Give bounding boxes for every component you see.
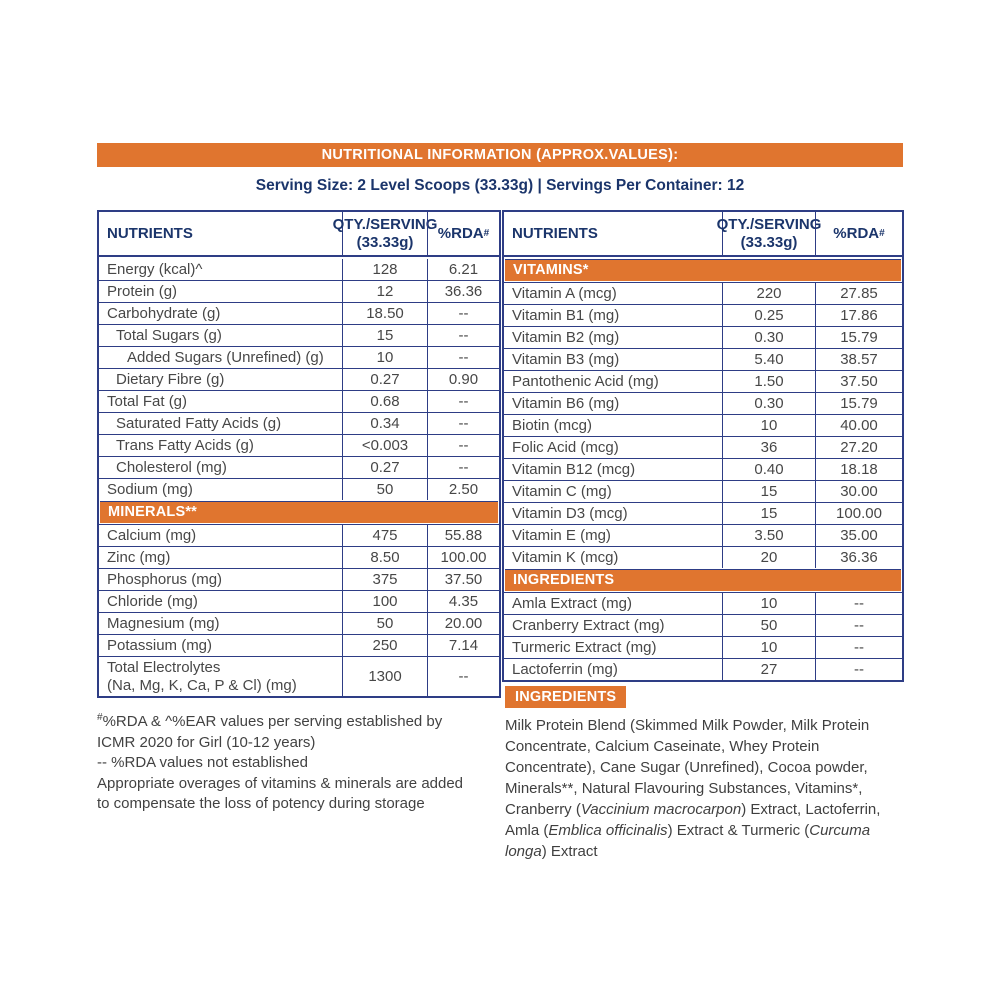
table-row bbox=[99, 612, 499, 634]
qty-value: 50 bbox=[722, 615, 815, 636]
qty-value: 0.40 bbox=[722, 459, 815, 480]
section-banner: VITAMINS* bbox=[505, 259, 901, 281]
nutrient-label: Zinc (mg) bbox=[107, 549, 171, 566]
table-row bbox=[504, 546, 902, 568]
rda-value: -- bbox=[427, 303, 499, 324]
table-row bbox=[99, 302, 499, 324]
nutrient-label: Vitamin C (mg) bbox=[512, 483, 612, 500]
table-row bbox=[99, 634, 499, 656]
rda-value: 18.18 bbox=[815, 459, 902, 480]
qty-value: 1300 bbox=[342, 657, 427, 696]
footnotes bbox=[97, 708, 475, 815]
qty-value: 0.30 bbox=[722, 393, 815, 414]
rda-value: 36.36 bbox=[427, 281, 499, 302]
table-row bbox=[504, 414, 902, 436]
qty-value: 50 bbox=[342, 613, 427, 634]
rda-value: 2.50 bbox=[427, 479, 499, 500]
footnote-line: Appropriate overages of vitamins & minerals are added to compensate the loss of potency during storage bbox=[97, 774, 464, 812]
qty-value: 8.50 bbox=[342, 547, 427, 568]
qty-value: 15 bbox=[722, 503, 815, 524]
nutrients-column-header: NUTRIENTS bbox=[512, 225, 598, 242]
ingredient-species-italic: Curcuma longa bbox=[505, 822, 871, 860]
qty-value: 250 bbox=[342, 635, 427, 656]
table-row bbox=[504, 436, 902, 458]
nutrient-label-line: Total Electrolytes bbox=[107, 658, 221, 676]
nutrient-label: Vitamin A (mcg) bbox=[512, 285, 617, 302]
nutrient-label: Vitamin E (mg) bbox=[512, 527, 611, 544]
qty-header-line2: (33.33g) bbox=[740, 233, 798, 251]
rda-value: 40.00 bbox=[815, 415, 902, 436]
serving-size-line: Serving Size: 2 Level Scoops (33.33g) | Servings Per Container: 12 bbox=[255, 177, 745, 194]
nutrient-label: Phosphorus (mg) bbox=[107, 571, 223, 588]
rda-value: -- bbox=[427, 325, 499, 346]
table-row bbox=[99, 368, 499, 390]
qty-value: 36 bbox=[722, 437, 815, 458]
table-row bbox=[504, 658, 902, 680]
table-row bbox=[99, 259, 499, 280]
ingredient-text-segment: ) Extract, Lactoferrin, Amla ( bbox=[505, 801, 881, 839]
table-row bbox=[99, 590, 499, 612]
table-row bbox=[504, 592, 902, 614]
table-header bbox=[99, 212, 499, 257]
left-table-body bbox=[99, 259, 499, 696]
nutrition-tables bbox=[97, 210, 904, 698]
qty-value: 20 bbox=[722, 547, 815, 568]
table-row bbox=[504, 524, 902, 546]
ingredients-badge: INGREDIENTS bbox=[505, 686, 626, 708]
table-row bbox=[99, 346, 499, 368]
qty-value: 15 bbox=[342, 325, 427, 346]
rda-column-header bbox=[427, 212, 499, 255]
nutrient-label: Calcium (mg) bbox=[107, 527, 197, 544]
table-row bbox=[99, 568, 499, 590]
qty-value: 10 bbox=[722, 637, 815, 658]
rda-value: 30.00 bbox=[815, 481, 902, 502]
ingredient-species-italic: Vaccinium macrocarpon bbox=[580, 801, 742, 818]
qty-value: 10 bbox=[722, 415, 815, 436]
rda-value: 15.79 bbox=[815, 327, 902, 348]
qty-value: 27 bbox=[722, 659, 815, 680]
table-row bbox=[504, 614, 902, 636]
qty-value: 475 bbox=[342, 525, 427, 546]
qty-value: <0.003 bbox=[342, 435, 427, 456]
qty-value: 10 bbox=[342, 347, 427, 368]
ingredient-text-segment: Milk Protein Blend (Skimmed Milk Powder, Milk Protein Concentrate, Calcium Caseinate, Whey Protein Concentrate), Cane Sugar (Unrefined), Cocoa powder, Minerals**, Natural Flavouring Substances, Vitamins*, Cranberry ( bbox=[505, 717, 870, 818]
qty-value: 15 bbox=[722, 481, 815, 502]
rda-header-text: %RDA bbox=[833, 225, 880, 242]
table-row bbox=[99, 456, 499, 478]
rda-value: -- bbox=[427, 347, 499, 368]
nutrient-label: Cholesterol (mg) bbox=[116, 459, 227, 476]
rda-value: -- bbox=[815, 637, 902, 658]
nutrient-label: Saturated Fatty Acids (g) bbox=[116, 415, 282, 432]
nutrient-label: Total Sugars (g) bbox=[116, 327, 222, 344]
nutrient-label: Vitamin B12 (mcg) bbox=[512, 461, 636, 478]
qty-value: 220 bbox=[722, 283, 815, 304]
qty-column-header bbox=[332, 212, 438, 255]
qty-value: 375 bbox=[342, 569, 427, 590]
nutrient-label: Biotin (mcg) bbox=[512, 417, 593, 434]
rda-value: 7.14 bbox=[427, 635, 499, 656]
rda-value: 4.35 bbox=[427, 591, 499, 612]
nutrient-label: Carbohydrate (g) bbox=[107, 305, 221, 322]
table-row bbox=[504, 636, 902, 658]
nutrient-label: Potassium (mg) bbox=[107, 637, 213, 654]
nutrient-label: Lactoferrin (mg) bbox=[512, 661, 618, 678]
rda-value: 6.21 bbox=[427, 259, 499, 280]
table-row bbox=[504, 480, 902, 502]
qty-value: 0.27 bbox=[342, 457, 427, 478]
nutrients-table-right bbox=[502, 210, 904, 682]
nutrient-label: Vitamin B3 (mg) bbox=[512, 351, 620, 368]
footnote-sup: # bbox=[97, 712, 103, 723]
table-row bbox=[99, 524, 499, 546]
rda-value: 35.00 bbox=[815, 525, 902, 546]
ingredients-block bbox=[505, 686, 909, 862]
nutrient-label: Turmeric Extract (mg) bbox=[512, 639, 657, 656]
rda-value: 20.00 bbox=[427, 613, 499, 634]
rda-column-header bbox=[815, 212, 902, 255]
nutrient-label: Chloride (mg) bbox=[107, 593, 198, 610]
qty-header-line2: (33.33g) bbox=[356, 233, 414, 251]
table-row bbox=[99, 390, 499, 412]
right-table-body bbox=[504, 259, 902, 680]
rda-value: 55.88 bbox=[427, 525, 499, 546]
rda-value: -- bbox=[815, 615, 902, 636]
nutrient-label: Dietary Fibre (g) bbox=[116, 371, 225, 388]
rda-value: 0.90 bbox=[427, 369, 499, 390]
rda-value: -- bbox=[815, 659, 902, 680]
table-row bbox=[504, 326, 902, 348]
qty-value: 12 bbox=[342, 281, 427, 302]
section-banner: INGREDIENTS bbox=[505, 569, 901, 591]
rda-value: 27.20 bbox=[815, 437, 902, 458]
table-row bbox=[504, 502, 902, 524]
qty-value: 10 bbox=[722, 593, 815, 614]
nutrient-label: Total Fat (g) bbox=[107, 393, 188, 410]
nutrient-label: Vitamin B2 (mg) bbox=[512, 329, 620, 346]
nutrient-label: Magnesium (mg) bbox=[107, 615, 220, 632]
qty-value: 50 bbox=[342, 479, 427, 500]
nutrient-label: Energy (kcal)^ bbox=[107, 261, 203, 278]
rda-value: 100.00 bbox=[427, 547, 499, 568]
table-row bbox=[99, 656, 499, 696]
table-row bbox=[99, 546, 499, 568]
rda-value: 38.57 bbox=[815, 349, 902, 370]
ingredient-text-segment: ) Extract & Turmeric ( bbox=[667, 822, 810, 839]
ingredient-species-italic: Emblica officinalis bbox=[548, 822, 668, 839]
rda-value: -- bbox=[427, 413, 499, 434]
rda-header-text: %RDA bbox=[437, 225, 484, 242]
qty-value: 1.50 bbox=[722, 371, 815, 392]
qty-value: 0.30 bbox=[722, 327, 815, 348]
rda-header-sup: # bbox=[483, 227, 490, 239]
rda-value: -- bbox=[427, 391, 499, 412]
qty-value: 128 bbox=[342, 259, 427, 280]
rda-value: 15.79 bbox=[815, 393, 902, 414]
nutrient-label: Protein (g) bbox=[107, 283, 178, 300]
nutrients-column-header: NUTRIENTS bbox=[107, 225, 193, 242]
rda-value: 100.00 bbox=[815, 503, 902, 524]
table-row bbox=[99, 478, 499, 500]
rda-value: 37.50 bbox=[815, 371, 902, 392]
nutrient-label-line: (Na, Mg, K, Ca, P & Cl) (mg) bbox=[107, 676, 297, 694]
table-row bbox=[504, 282, 902, 304]
table-row bbox=[504, 458, 902, 480]
nutrient-label: Sodium (mg) bbox=[107, 481, 193, 498]
table-row bbox=[504, 348, 902, 370]
nutrient-label: Added Sugars (Unrefined) (g) bbox=[127, 349, 324, 366]
qty-value: 0.34 bbox=[342, 413, 427, 434]
nutrients-table-left bbox=[97, 210, 501, 698]
qty-value: 100 bbox=[342, 591, 427, 612]
nutrient-label: Amla Extract (mg) bbox=[512, 595, 633, 612]
qty-column-header bbox=[716, 212, 822, 255]
qty-value: 0.68 bbox=[342, 391, 427, 412]
qty-value: 0.25 bbox=[722, 305, 815, 326]
qty-header-line1: QTY./SERVING bbox=[716, 216, 822, 234]
table-row bbox=[99, 324, 499, 346]
qty-value: 5.40 bbox=[722, 349, 815, 370]
rda-value: 37.50 bbox=[427, 569, 499, 590]
rda-value: 27.85 bbox=[815, 283, 902, 304]
table-row bbox=[99, 434, 499, 456]
rda-value: -- bbox=[427, 457, 499, 478]
nutrient-label: Pantothenic Acid (mg) bbox=[512, 373, 659, 390]
table-row bbox=[504, 370, 902, 392]
qty-value: 3.50 bbox=[722, 525, 815, 546]
nutrient-label: Vitamin D3 (mcg) bbox=[512, 505, 628, 522]
footnote-line: #%RDA & ^%EAR values per serving established by ICMR 2020 for Girl (10-12 years) bbox=[97, 712, 443, 751]
ingredient-text-segment: ) Extract bbox=[541, 843, 598, 860]
footnote-line: -- %RDA values not established bbox=[97, 754, 308, 771]
nutrient-label bbox=[99, 657, 342, 696]
rda-value: -- bbox=[815, 593, 902, 614]
table-row bbox=[99, 412, 499, 434]
rda-value: 36.36 bbox=[815, 547, 902, 568]
nutrient-label: Trans Fatty Acids (g) bbox=[116, 437, 254, 454]
section-banner: MINERALS** bbox=[100, 501, 498, 523]
qty-value: 0.27 bbox=[342, 369, 427, 390]
ingredients-text bbox=[505, 715, 909, 862]
rda-header-sup: # bbox=[879, 227, 885, 239]
nutrient-label: Cranberry Extract (mg) bbox=[512, 617, 665, 634]
table-row bbox=[504, 392, 902, 414]
table-row bbox=[504, 304, 902, 326]
rda-value: 17.86 bbox=[815, 305, 902, 326]
nutrient-label: Vitamin K (mcg) bbox=[512, 549, 619, 566]
table-row bbox=[99, 280, 499, 302]
nutrient-label: Folic Acid (mcg) bbox=[512, 439, 619, 456]
rda-value: -- bbox=[427, 657, 499, 696]
table-header bbox=[504, 212, 902, 257]
qty-header-line1: QTY./SERVING bbox=[332, 216, 438, 234]
rda-value: -- bbox=[427, 435, 499, 456]
qty-value: 18.50 bbox=[342, 303, 427, 324]
title-bar: NUTRITIONAL INFORMATION (APPROX.VALUES): bbox=[97, 143, 903, 167]
nutrient-label: Vitamin B6 (mg) bbox=[512, 395, 620, 412]
nutrient-label: Vitamin B1 (mg) bbox=[512, 307, 620, 324]
